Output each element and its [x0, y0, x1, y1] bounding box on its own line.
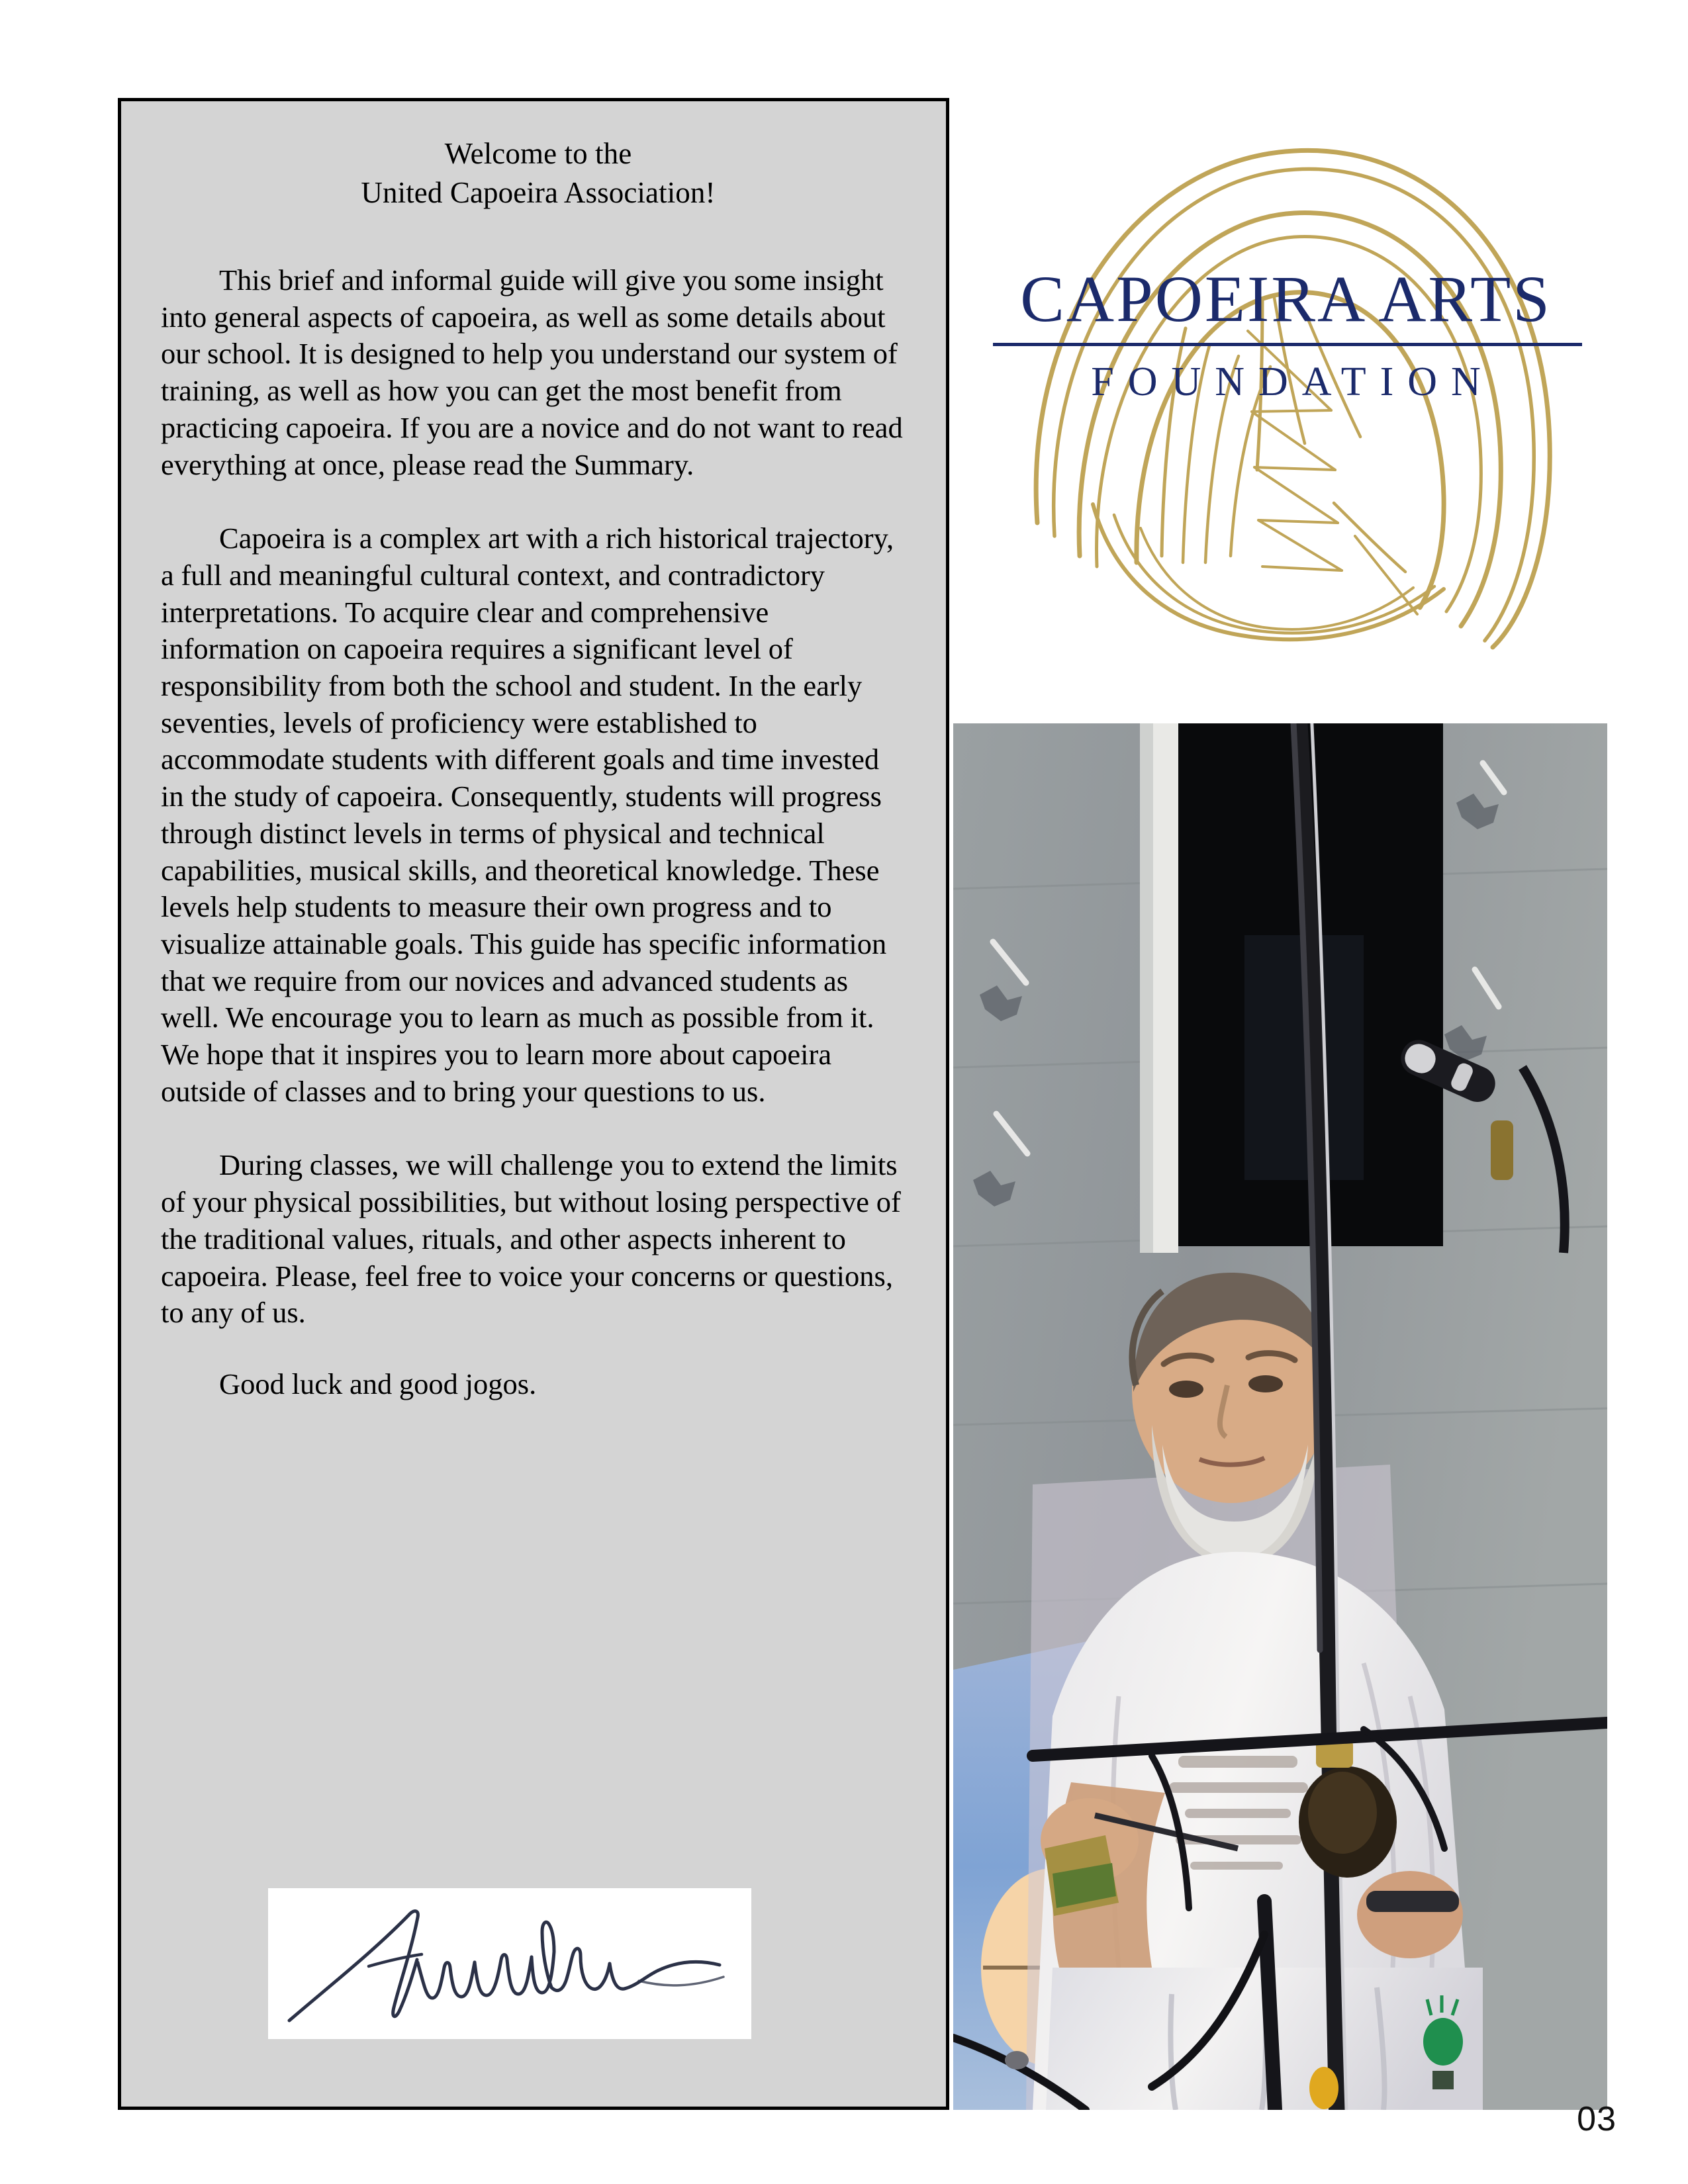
logo-divider [993, 343, 1582, 346]
paragraph-closing: Good luck and good jogos. [219, 1367, 537, 1400]
spacer [161, 483, 915, 520]
paragraph-intro: This brief and informal guide will give you some insight into general aspects of capoeira, as well as some details about our school. It is designed to help you understand our system of training, as well as how you can get the most benefit from practicing capoeira. If you are a novice and do not want to read everything at once, please read the Summary. [161, 263, 903, 481]
spacer [161, 1110, 915, 1147]
paragraph-about-capoeira: Capoeira is a complex art with a rich historical trajectory, a full and meaningful cultural context, and contradictory interpretations. To acquire clear and comprehensive information on capoeira requires a significant level of responsibility from both the school and student. In the early seventies, levels of proficiency were established to accommodate students with different goals and time invested in the study of capoeira. Consequently, students will progress through distinct levels in terms of physical and technical capabilities, musical skills, and theoretical knowledge. These levels help students to measure their own progress and to visualize attainable goals. This guide has specific information that we require from our novices and advanced students as well. We encourage you to learn as much as possible from it. We hope that it inspires you to learn more about capoeira outside of classes and to bring your questions to us. [161, 522, 894, 1108]
logo-subtitle: FOUNDATION [1091, 359, 1495, 404]
berimbau-player-photo [953, 723, 1607, 2110]
letter-panel [118, 98, 949, 2110]
welcome-line-2: United Capoeira Association! [361, 175, 716, 209]
capoeira-arts-foundation-logo [963, 99, 1609, 675]
page-number: 03 [1577, 2100, 1617, 2138]
letter-body [161, 134, 915, 1403]
welcome-heading [161, 134, 915, 212]
signature-card [268, 1888, 751, 2039]
signature-icon [268, 1888, 751, 2039]
spacer [161, 1332, 915, 1366]
welcome-line-1: Welcome to the [444, 137, 632, 170]
photo-content [953, 723, 1607, 2110]
logo-title: CAPOEIRA ARTS [1020, 262, 1552, 336]
paragraph-classes: During classes, we will challenge you to extend the limits of your physical possibilities, but without losing perspective of the traditional values, rituals, and other aspects inherent to capoeira. Please, feel free to voice your concerns or questions, to any of us. [161, 1148, 901, 1330]
spacer [161, 218, 915, 262]
